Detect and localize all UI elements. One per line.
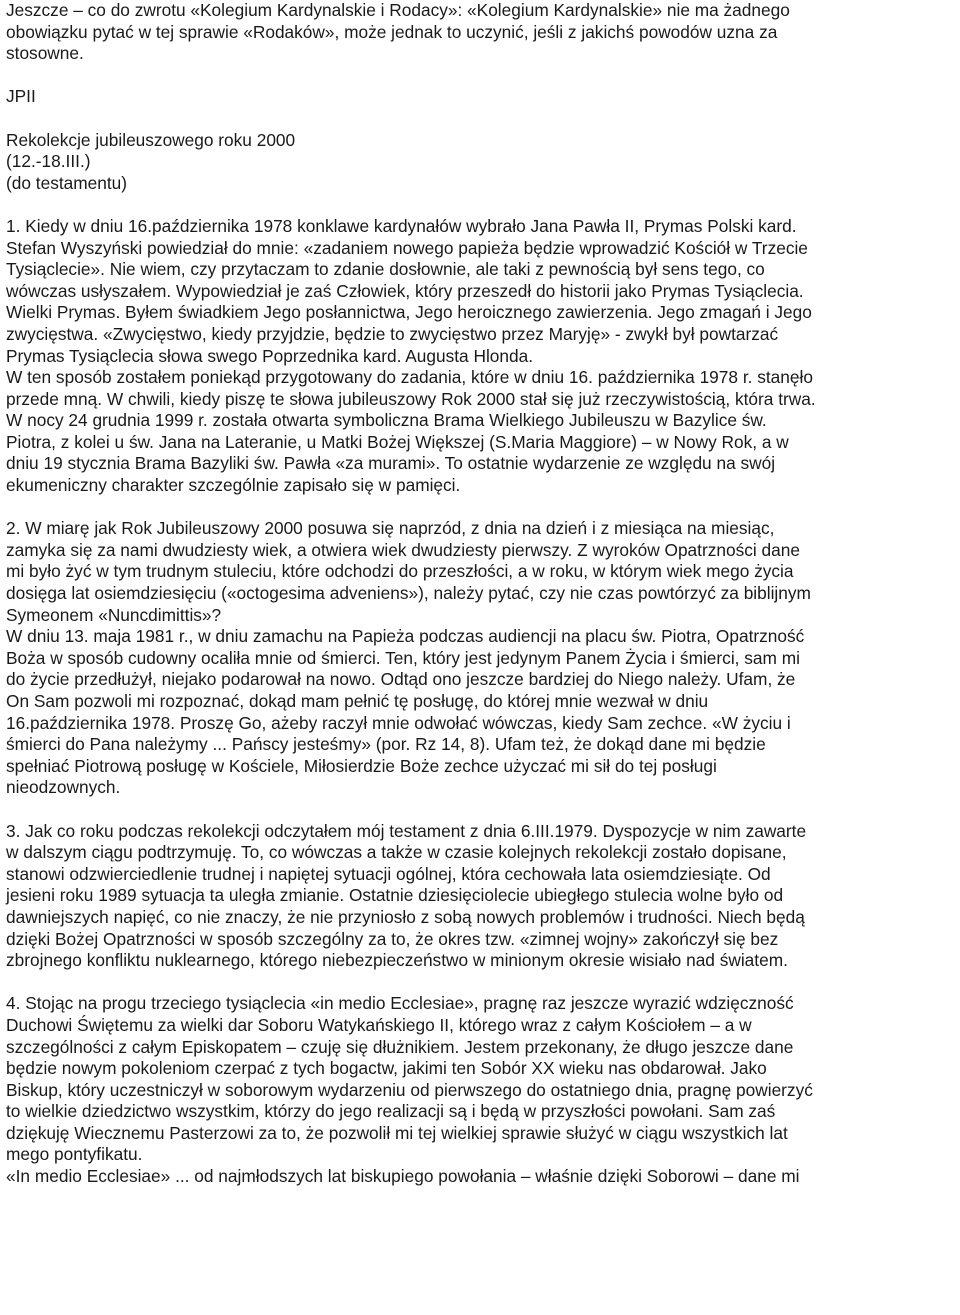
section-1-line: 1. Kiedy w dniu 16.października 1978 konklawe kardynałów wybrało Jana Pawła II, Prymas Polski kard. [6, 215, 797, 236]
section-4-paragraph [6, 993, 956, 1187]
section-2-line: spełniać Piotrową posługę w Kościele, Miłosierdzie Boże zechce użyczać mi sił do tej posługi [6, 755, 717, 776]
section-4-line: Biskup, który uczestniczył w soborowym wydarzeniu od pierwszego do ostatniego dnia, pragnę powierzyć [6, 1079, 813, 1100]
paragraph-gap [6, 799, 956, 821]
section-4-line: 4. Stojąc na progu trzeciego tysiąclecia «in medio Ecclesiae», pragnę raz jeszcze wyrazić wdzięczność [6, 993, 794, 1014]
section-3-line: dawniejszych napięć, co nie znaczy, że nie przyniosło z sobą nowych problemów i trudności. Niech będą [6, 906, 805, 927]
section-1-line: Stefan Wyszyński powiedział do mnie: «zadaniem nowego papieża będzie wprowadzić Kościół w Trzecie [6, 237, 808, 258]
section-1-line: zwycięstwa. «Zwycięstwo, kiedy przyjdzie, będzie to zwycięstwo przez Maryję» - zwykł był powtarzać [6, 323, 779, 344]
paragraph-gap [6, 497, 956, 519]
section-2-line: W dniu 13. maja 1981 r., w dniu zamachu na Papieża podczas audiencji na placu św. Piotra, Opatrzność [6, 626, 805, 647]
section-3-line: zbrojnego konfliktu nuklearnego, którego niebezpieczeństwo w minionym okresie wisiało nad światem. [6, 950, 788, 971]
section-1-paragraph [6, 216, 956, 497]
heading-line: (do testamentu) [6, 172, 128, 193]
section-2-paragraph [6, 518, 956, 799]
section-3-line: jesieni roku 1989 sytuacja ta uległa zmianie. Ostatnie dziesięciolecie ubiegłego stulecia wolne było od [6, 885, 784, 906]
paragraph-gap [6, 108, 956, 130]
section-1-line: ekumeniczny charakter szczególnie zapisało się w pamięci. [6, 475, 461, 496]
section-1-line: Piotra, z kolei u św. Jana na Lateranie, u Matki Bożej Większej (S.Maria Maggiore) – w Nowy Rok, a w [6, 431, 789, 452]
section-4-line: «In medio Ecclesiae» ... od najmłodszych lat biskupiego powołania – właśnie dzięki Soborowi – dane mi [6, 1166, 800, 1187]
section-4-line: szczególności z całym Episkopatem – czuję się dłużnikiem. Jestem przekonany, że długo jeszcze dane [6, 1036, 794, 1057]
section-4-line: mego pontyfikatu. [6, 1144, 143, 1165]
paragraph-gap [6, 194, 956, 216]
section-2-line: Symeonem «Nuncdimittis»? [6, 604, 222, 625]
intro-paragraph [6, 0, 956, 65]
section-1-line: W ten sposób zostałem poniekąd przygotowany do zadania, które w dniu 16. października 1978 r. stanęło [6, 367, 813, 388]
section-2-line: On Sam pozwoli mi rozpoznać, dokąd mam pełnić tę posługę, do której mnie wezwał w dniu [6, 691, 709, 711]
section-2-line: 16.października 1978. Proszę Go, ażeby raczył mnie odwołać wówczas, kiedy Sam zechce. «W życiu i [6, 712, 791, 733]
section-1-line: Wielki Prymas. Byłem świadkiem Jego posłannictwa, Jego heroicznego zawierzenia. Jego zmagań i Jego [6, 302, 812, 323]
retreat-heading [6, 130, 956, 195]
intro-line: Jeszcze – co do zwrotu «Kolegium Kardynalskie i Rodacy»: «Kolegium Kardynalskie» nie ma żadnego [6, 0, 790, 20]
section-2-line: 2. W miarę jak Rok Jubileuszowy 2000 posuwa się naprzód, z dnia na dzień i z miesiąca na miesiąc, [6, 518, 775, 539]
section-2-line: mi było żyć w tym trudnym stuleciu, które odchodzi do przeszłości, a w roku, w którym wiek mego życia [6, 561, 794, 582]
section-2-line: Boża w sposób cudowny ocaliła mnie od śmierci. Ten, który jest jedynym Panem Życia i śmierci, sam mi [6, 647, 800, 668]
section-4-line: dziękuję Wiecznemu Pasterzowi za to, że pozwolił mi tej wielkiej sprawie służyć w ciągu wszystkich lat [6, 1122, 788, 1143]
section-2-line: nieodzownych. [6, 777, 121, 798]
paragraph-gap [6, 65, 956, 87]
signature: JPII [6, 86, 36, 107]
heading-line: Rekolekcje jubileuszowego roku 2000 [6, 129, 296, 150]
section-1-line: przede mną. W chwili, kiedy piszę te słowa jubileuszowy Rok 2000 stał się już rzeczywistością, która trwa. [6, 388, 816, 409]
section-1-line: Prymas Tysiąclecia słowa swego Poprzednika kard. Augusta Hlonda. [6, 345, 534, 366]
section-1-line: wówczas usłyszałem. Wypowiedział je zaś Człowiek, który przeszedł do historii jako Prymas Tysiąclecia. [6, 280, 804, 301]
document-page [6, 0, 956, 1188]
section-3-line: 3. Jak co roku podczas rekolekcji odczytałem mój testament z dnia 6.III.1979. Dyspozycje w nim zawarte [6, 820, 807, 841]
section-1-line: Tysiąclecie». Nie wiem, czy przytaczam to zdanie dosłownie, ale taki z pewnością był sens tego, co [6, 259, 765, 280]
section-1-line: W nocy 24 grudnia 1999 r. została otwarta symboliczna Brama Wielkiego Jubileuszu w Bazylice św. [6, 410, 767, 431]
heading-line: (12.-18.III.) [6, 151, 91, 172]
section-3-line: stanowi odzwierciedlenie trudnej i napiętej sytuacji ogólnej, która cechowała lata osiemdziesiąte. Od [6, 863, 771, 884]
section-1-line: dniu 19 stycznia Brama Bazyliki św. Pawła «za murami». To ostatnie wydarzenie ze względu na swój [6, 453, 776, 474]
intro-line: obowiązku pytać w tej sprawie «Rodaków», może jednak to uczynić, jeśli z jakichś powodów uzna za [6, 21, 778, 42]
section-3-line: w dalszym ciągu podtrzymuję. To, co wówczas a także w czasie kolejnych rekolekcji zostało dopisane, [6, 842, 787, 863]
section-3-line: dzięki Bożej Opatrzności w sposób szczególny za to, że okres tzw. «zimnej wojny» zakończył się bez [6, 928, 779, 949]
intro-line: stosowne. [6, 43, 84, 64]
section-2-line: do życie przedłużył, niejako podarował na nowo. Odtąd ono jeszcze bardziej do Niego należy. Ufam, że [6, 669, 796, 690]
section-3-paragraph [6, 821, 956, 972]
section-4-line: to wielkie dziedzictwo wszystkim, którzy do jego realizacji są i będą w przyszłości powołani. Sam zaś [6, 1101, 776, 1122]
section-2-line: śmierci do Pana należymy ... Pańscy jesteśmy» (por. Rz 14, 8). Ufam też, że dokąd dane mi będzie [6, 734, 766, 755]
section-2-line: dosięga lat osiemdziesięciu («octogesima adveniens»), należy pytać, czy nie czas powtórzyć za biblijnym [6, 583, 811, 604]
paragraph-gap [6, 972, 956, 994]
section-2-line: zamyka się za nami dwudziesty wiek, a otwiera wiek dwudziesty pierwszy. Z wyroków Opatrzności dane [6, 539, 800, 560]
section-4-line: Duchowi Świętemu za wielki dar Soboru Watykańskiego II, którego wraz z całym Kościołem – a w [6, 1014, 752, 1035]
section-4-line: będzie nowym pokoleniom czerpać z tych bogactw, jakimi ten Sobór XX wieku nas obdarował. Jako [6, 1058, 767, 1079]
